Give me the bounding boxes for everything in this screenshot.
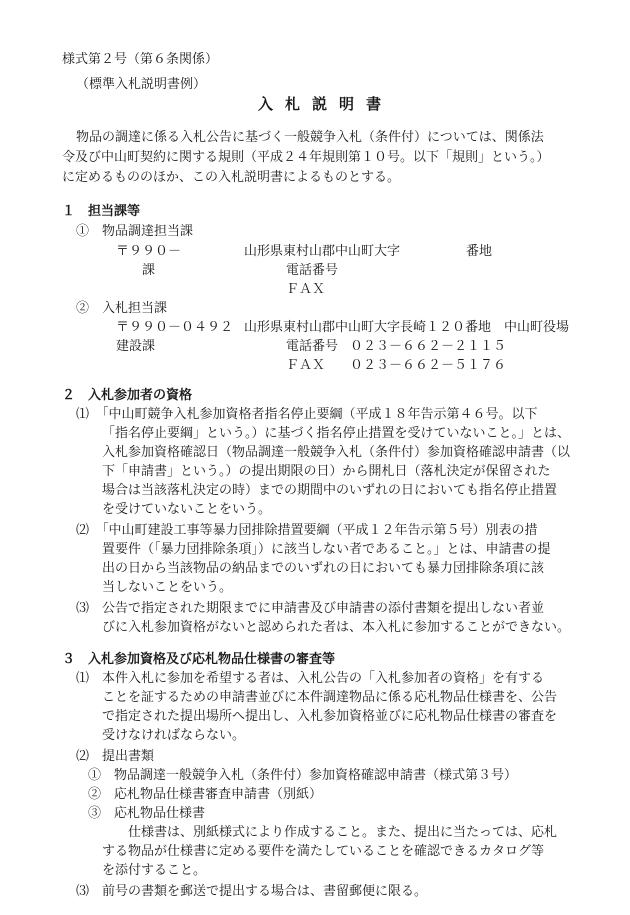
s3-item3-text: 仕様書は、別紙様式により作成すること。また、提出に当たっては、応札 (128, 825, 558, 840)
s2-p1-line: を受けていないことをいう。 (102, 502, 272, 517)
section-2-heading: ２ 入札参加者の資格 (62, 388, 193, 403)
intro-line: に定めるもののほか、この入札説明書によるものとする。 (62, 170, 401, 185)
s2-p2-line: 出の日から当該物品の納品までのいずれの日においても暴力団排除条項に該 (102, 561, 545, 576)
s3-item: ② 応札物品仕様書審査申請書（別紙） (88, 787, 323, 802)
s1-b-label: ② 入札担当課 (76, 301, 168, 316)
s1-b-tel-label: 電話番号 (286, 339, 339, 354)
s1-b-fax: ０２３－６６２－５１７６ (350, 358, 507, 373)
s3-p1-line: ことを証するための申請書並びに本件調達物品に係る応札物品仕様書を、公告 (102, 690, 558, 705)
section-3-heading: ３ 入札参加資格及び応札物品仕様書の審査等 (62, 652, 336, 667)
s3-item3-text: する物品が仕様書に定める要件を満たしていることを確認できるカタログ等 (102, 844, 545, 859)
s2-p1-line: ⑴ 「中山町競争入札参加資格者指名停止要綱（平成１８年告示第４６号。以下 (76, 407, 538, 422)
s3-p1-line: で指定された提出場所へ提出し、入札参加資格並びに応札物品仕様書の審査を (102, 709, 558, 724)
s3-item3-text: を添付すること。 (102, 863, 207, 878)
s2-p1-line: 下「申請書」という。）の提出期限の日）から開札日（落札決定が保留された (102, 464, 551, 479)
s1-a-postal: 〒９９０－ (116, 244, 182, 259)
s1-b-tel: ０２３－６６２－２１１５ (350, 339, 507, 354)
s2-p2-line: 置要件（「暴力団排除条項」）に該当しない者であること。」とは、申請書の提 (102, 542, 551, 557)
s1-a-address: 山形県東村山郡中山町大字 (244, 244, 401, 259)
s2-p1-line: 入札参加資格確認日（物品調達一般競争入札（条件付）参加資格確認申請書（以 (102, 445, 571, 460)
intro-line: 令及び中山町契約に関する規則（平成２４年規則第１０号。以下「規則」という。） (62, 150, 550, 165)
section-1-heading: １ 担当課等 (62, 204, 141, 219)
s1-a-label: ① 物品調達担当課 (76, 224, 194, 239)
s1-a-banchi: 番地 (466, 244, 493, 259)
s2-p2-line: ⑵ 「中山町建設工事等暴力団排除措置要綱（平成１２年告示第５号）別表の措 (76, 523, 538, 538)
s1-a-ka: 課 (142, 263, 156, 278)
s3-p3: ⑶ 前号の書類を郵送で提出する場合は、書留郵便に限る。 (76, 884, 428, 899)
page-title: 入札説明書 (258, 95, 394, 113)
s1-a-tel-label: 電話番号 (286, 263, 339, 278)
s2-p3-line: ⑶ 公告で指定された期限までに申請書及び申請書の添付書類を提出しない者並 (76, 601, 545, 616)
s1-b-address: 山形県東村山郡中山町大字長崎１２０番地 中山町役場 (244, 320, 570, 335)
s2-p1-line: 「指名停止要綱」という。）に基づく指名停止措置を受けていないこと。」とは、 (102, 426, 571, 441)
s3-item: ① 物品調達一般競争入札（条件付）参加資格確認申請書（様式第３号） (88, 768, 518, 783)
s3-p2-label: ⑵ 提出書類 (76, 749, 155, 764)
s2-p2-line: 当しないことをいう。 (102, 580, 233, 595)
form-example-note: （標準入札説明書例） (76, 77, 207, 92)
s1-b-fax-label: ＦＡＸ (286, 358, 326, 373)
s2-p1-line: 場合は当該落札決定の時）までの期間中のいずれの日においても指名停止措置 (102, 483, 558, 498)
form-number: 様式第２号（第６条関係） (62, 52, 219, 67)
s1-b-postal: 〒９９０－０４９２ (116, 320, 234, 335)
s1-b-dept: 建設課 (116, 339, 156, 354)
s2-p3-line: びに入札参加資格がないと認められた者は、本入札に参加することができない。 (102, 620, 571, 635)
s3-item: ③ 応札物品仕様書 (88, 806, 206, 821)
intro-line: 物品の調達に係る入札公告に基づく一般競争入札（条件付）については、関係法 (76, 130, 544, 145)
s3-p1-line: 受けなければならない。 (102, 728, 246, 743)
s1-a-fax-label: ＦＡＸ (286, 282, 326, 297)
s3-p1-line: ⑴ 本件入札に参加を希望する者は、入札公告の「入札参加者の資格」を有する (76, 671, 545, 686)
